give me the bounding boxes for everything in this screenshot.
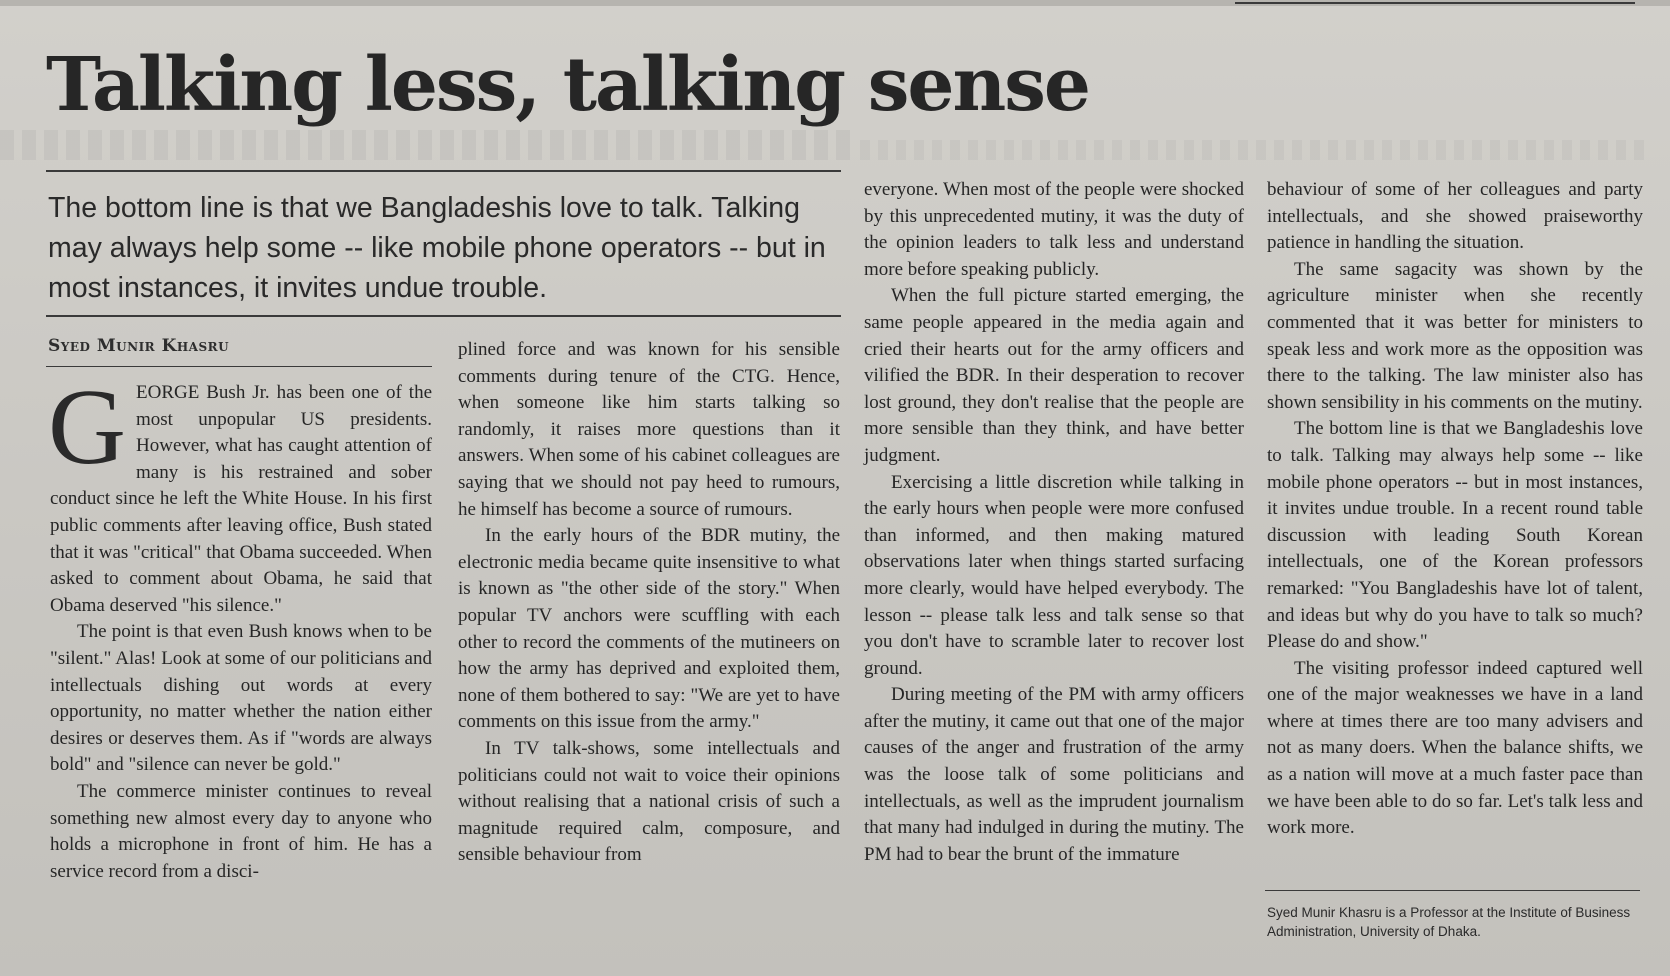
paragraph: The commerce minister continues to reveal something new almost every day to anyone who holds a microphone in front of him. He has a service record from a disci-: [50, 780, 432, 882]
deck-bottom-rule: [46, 315, 841, 317]
bleed-through-text: [0, 130, 850, 160]
paragraph: Exercising a little discretion while talking in the early hours when people were more confused than informed, and then making matured observations later when things started surfacing more clearly, would have helped everybody. The lesson -- please talk less and talk sense so that you don't have to scramble later to recover lost ground.: [864, 471, 1244, 679]
article-column-2: [458, 337, 840, 869]
paragraph: everyone. When most of the people were shocked by this unprecedented mutiny, it was the duty of the opinion leaders to talk less and understand more before speaking publicly.: [864, 179, 1244, 280]
paragraph: The bottom line is that we Bangladeshis love to talk. Talking may always help some -- like mobile phone operators -- but in most instances, it invites undue trouble. In a recent round table discussion with leading South Korean intellectuals, one of the Korean professors remarked: "You Bangladeshis have lot of talent, and ideas but why do you have to talk so much? Please do and show.": [1267, 418, 1643, 653]
paragraph: In TV talk-shows, some intellectuals and politicians could not wait to voice their opinions without realising that a national crisis of such a magnitude required calm, composure, and sensible behaviour from: [458, 737, 840, 866]
article-column-4: [1267, 177, 1643, 842]
paragraph: behaviour of some of her colleagues and party intellectuals, and she showed praiseworthy patience in handling the situation.: [1267, 179, 1643, 254]
paragraph: The same sagacity was shown by the agriculture minister when she recently commented that it was better for ministers to speak less and work more as the opposition was there to the talking. The law minister also has shown sensibility in his comments on the mutiny.: [1267, 258, 1643, 413]
paragraph: The visiting professor indeed captured well one of the major weaknesses we have in a land where at times there are too many advisers and not as many doers. When the balance shifts, we as a nation will move at a much faster pace than we have been able to do so far. Let's talk less and work more.: [1267, 657, 1643, 839]
paragraph: [48, 368, 432, 619]
paragraph-text: EORGE Bush Jr. has been one of the most unpopular US presidents. However, what has caught attention of many is his restrained and sober conduct since he left the White House. In his first public comments after leaving office, Bush stated that it was "critical" that Obama succeeded. When asked to comment about Obama, he said that Obama deserved "his silence.": [50, 382, 432, 616]
paragraph: During meeting of the PM with army officers after the mutiny, it came out that one of the major causes of the anger and frustration of the army was the loose talk of some politicians and intellectuals, as well as the imprudent journalism that many had indulged in during the mutiny. The PM had to bear the brunt of the immature: [864, 684, 1244, 865]
bio-rule: [1265, 890, 1640, 891]
author-bio: Syed Munir Khasru is a Professor at the Institute of Business Administration, University of Dhaka.: [1267, 905, 1631, 939]
drop-cap: G: [48, 368, 126, 487]
paragraph: In the early hours of the BDR mutiny, the electronic media became quite insensitive to what is known as "the other side of the story." When popular TV anchors were scuffling with each other to record the comments of the mutineers on how the army has deprived and exploited them, none of them bothered to say: "We are yet to have comments on this issue from the army.": [458, 525, 840, 733]
paragraph: When the full picture started emerging, the same people appeared in the media again and cried their hearts out for the army officers and vilified the BDR. In their desperation to recover lost ground, they don't realise that the people are more sensible than they think, and have better judgment.: [864, 285, 1244, 466]
article-column-3: [864, 177, 1244, 868]
bleed-through-text-right: [860, 140, 1650, 160]
byline: Syed Munir Khasru: [48, 336, 230, 356]
byline-rule: [46, 366, 432, 367]
paragraph: The point is that even Bush knows when to be "silent." Alas! Look at some of our politicians and intellectuals dishing out words at every opportunity, no matter whether the nation either desires or deserves them. As if "words are always bold" and "silence can never be gold.": [50, 621, 432, 776]
top-rule-line: [1235, 2, 1635, 4]
article-column-1: [48, 368, 432, 885]
deck-summary: The bottom line is that we Bangladeshis love to talk. Talking may always help some -- like mobile phone operators -- but in most instances, it invites undue trouble.: [48, 192, 826, 304]
paragraph: plined force and was known for his sensible comments during tenure of the CTG. Hence, when someone like him starts talking so randomly, it raises more questions than it answers. When some of his cabinet colleagues are saying that we should not pay heed to rumours, he himself has become a source of rumours.: [458, 339, 840, 520]
headline: Talking less, talking sense: [46, 42, 1089, 128]
deck-top-rule: [46, 170, 841, 172]
